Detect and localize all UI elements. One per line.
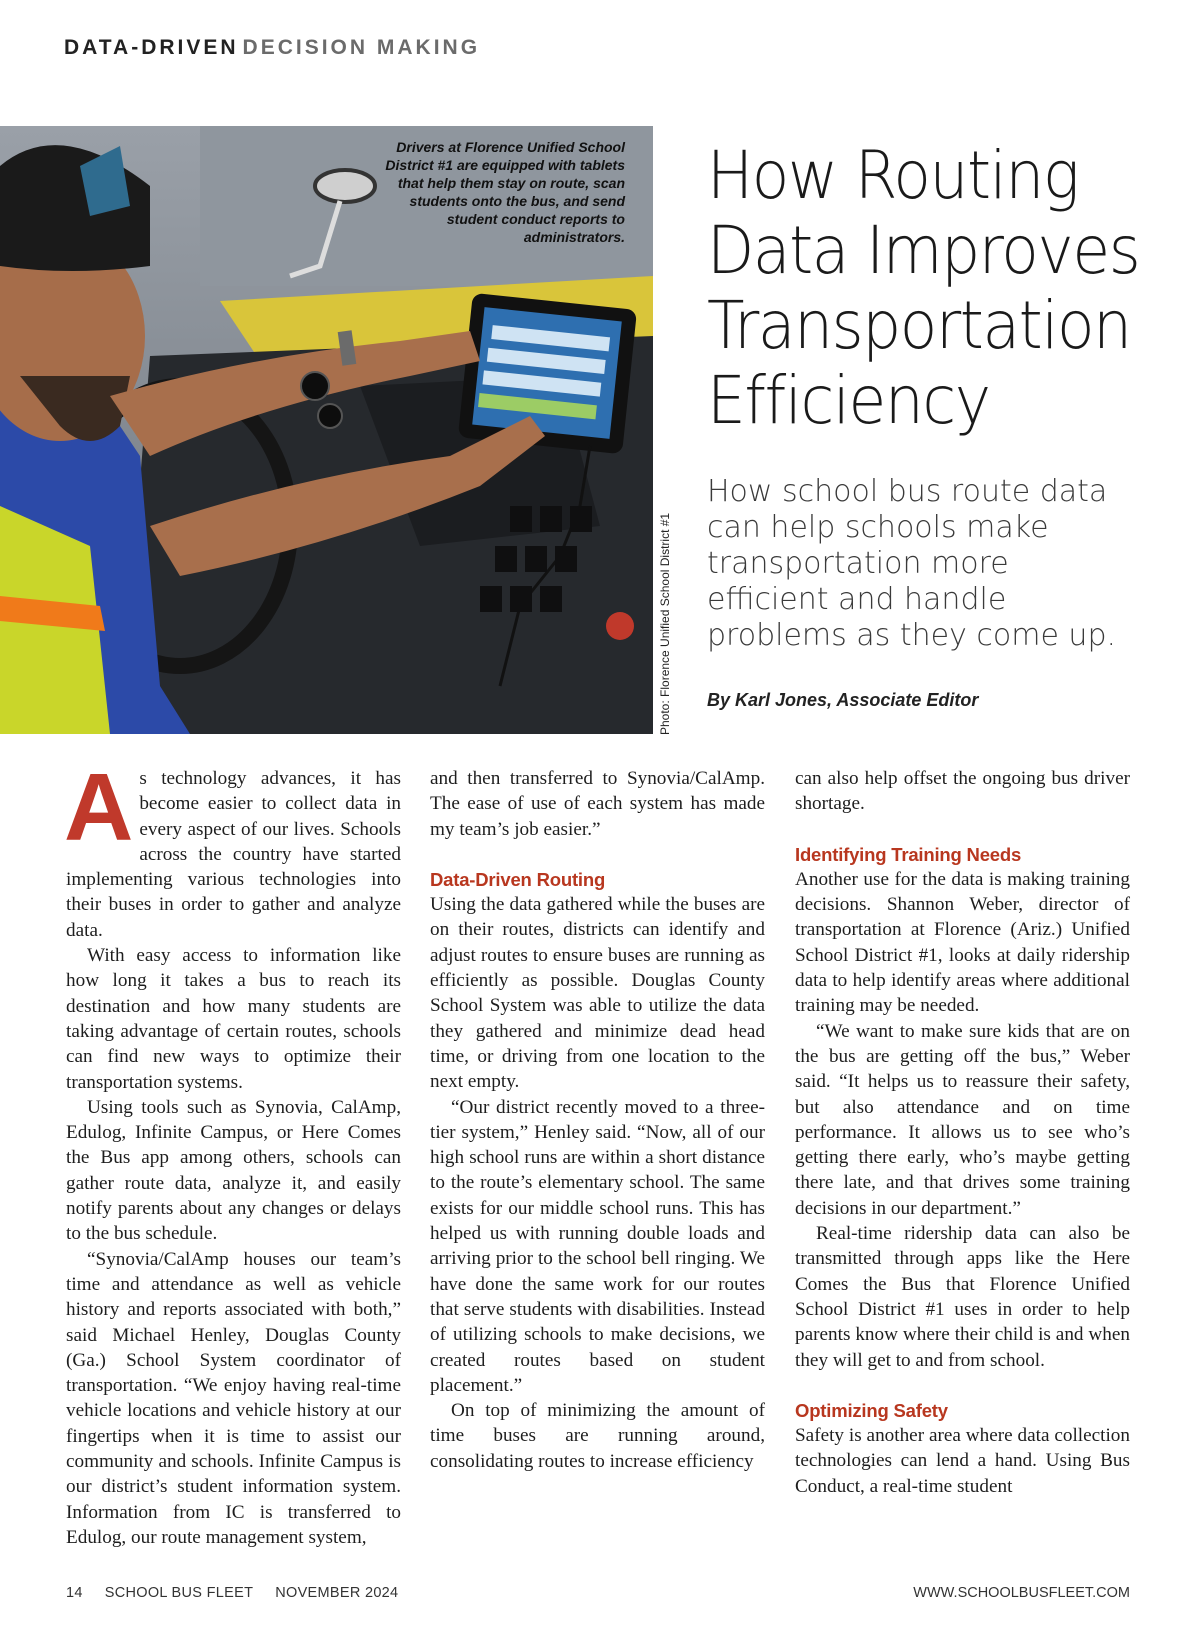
body-column-1 (64, 754, 401, 1550)
body-paragraph: Another use for the data is making training decisions. Shannon Weber, director of transportation at Florence (Ariz.) Unified School District #1, looks at daily ridership data to help identify areas where additional training may be needed. (795, 868, 1130, 1017)
section-label-light: DECISION MAKING (242, 36, 481, 59)
photo-credit: Photo: Florence Unified School District #1 (658, 512, 672, 735)
body-paragraph: Using tools such as Synovia, CalAmp, Edulog, Infinite Campus, or Here Comes the Bus app among others, schools can gather route data, analyze it, and easily notify parents about any changes or delays to the bus schedule. (66, 1096, 401, 1245)
magazine-name: SCHOOL BUS FLEET (104, 1585, 254, 1601)
paragraph-text: s technology advances, it has become easier to collect data in every aspect of our lives. Schools across the country have started implementing various technologies into their buses in order to gather and analyze data. (66, 768, 401, 941)
body-paragraph: “Synovia/CalAmp houses our team’s time and attendance as well as vehicle history and reports associated with both,” said Michael Henley, Douglas County (Ga.) School System coordinator of transportation. “We enjoy having real-time vehicle locations and vehicle history at our fingertips when it is time to assist our community and schools. Infinite Campus is our district’s student information system. Information from IC is transferred to Edulog, our route management system, (66, 1248, 401, 1548)
article-photo (0, 126, 653, 734)
body-paragraph: “We want to make sure kids that are on the bus are getting off the bus,” Weber said. “It helps us to reassure their safety, but also attendance and on time performance. It allows us to see who’s getting there early, who’s maybe getting there late, and that drives some training decisions in our department.” (795, 1020, 1130, 1219)
subheading: Identifying Training Needs (795, 843, 1022, 865)
body-paragraph: With easy access to information like how long it takes a bus to reach its destination and how many students are taking advantage of certain routes, schools can find new ways to optimize their transportation systems. (66, 945, 401, 1093)
byline: By Karl Jones, Associate Editor (707, 690, 979, 710)
headline: How Routing Data Improves Transportation Efficiency (707, 137, 1140, 439)
body-paragraph: Safety is another area where data collection technologies can lend a hand. Using Bus Conduct, a real-time student (795, 1425, 1130, 1497)
section-label-strong: DATA-DRIVEN (64, 36, 239, 59)
issue-date: NOVEMBER 2024 (275, 1585, 399, 1601)
body-column-3 (795, 766, 1130, 1499)
footer-folio (66, 1585, 420, 1601)
body-paragraph: On top of minimizing the amount of time buses are running around, consolidating routes to increase efficiency (430, 1400, 765, 1472)
deck: How school bus route data can help schools make transportation more efficient and handle problems as they come up. (707, 474, 1117, 653)
drop-cap: A (64, 754, 134, 861)
body-paragraph: “Our district recently moved to a three-tier system,” Henley said. “Now, all of our high school runs are within a short distance to the route’s elementary school. The same exists for our middle school runs. This has helped us with running double loads and arriving prior to the school bell ringing. We have done the same work for our routes that serve students with disabilities. Instead of utilizing schools to make decisions, we created routes based on student placement.” (430, 1096, 765, 1396)
body-paragraph: and then transferred to Synovia/CalAmp. The ease of use of each system has made my team’s job easier.” (430, 768, 765, 840)
body-paragraph: Using the data gathered while the buses are on their routes, districts can identify and adjust routes to ensure buses are running as efficiently as possible. Douglas County School System was able to utilize the data they gathered and minimize dead head time, or driving from one location to the next empty. (430, 894, 765, 1093)
body-column-2 (430, 766, 765, 1474)
body-paragraph: can also help offset the ongoing bus driver shortage. (795, 768, 1130, 815)
subheading: Data-Driven Routing (430, 868, 606, 890)
body-paragraph: Real-time ridership data can also be transmitted through apps like the Here Comes the Bus that Florence Unified School District #1 uses in order to help parents know where their child is and when they will get to and from school. (795, 1223, 1130, 1371)
page-number: 14 (66, 1585, 83, 1601)
section-label (64, 36, 480, 60)
photo-caption: Drivers at Florence Unified School District #1 are equipped with tablets that help them stay on route, scan students onto the bus, and send student conduct reports to administrators. (385, 139, 625, 245)
subheading: Optimizing Safety (795, 1399, 948, 1421)
footer-url: WWW.SCHOOLBUSFLEET.COM (913, 1585, 1130, 1601)
body-paragraph (64, 754, 401, 943)
